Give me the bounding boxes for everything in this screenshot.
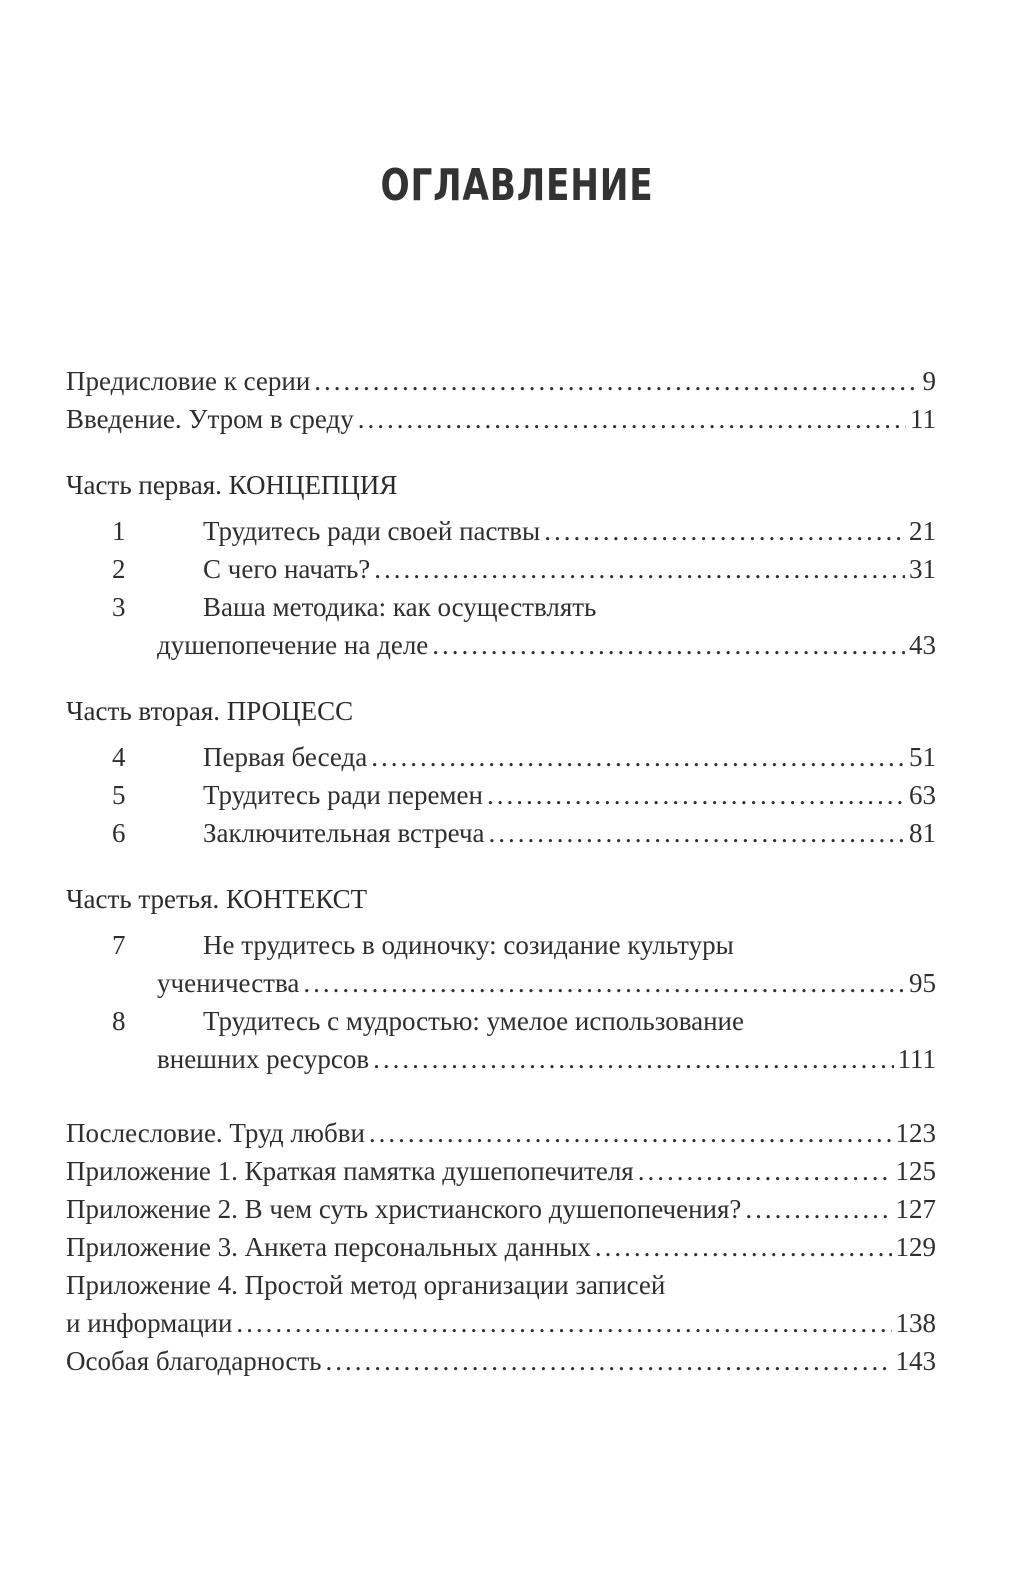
- toc-entry-page: 125: [895, 1156, 936, 1186]
- toc-entry[interactable]: [66, 1342, 936, 1380]
- toc-entry-page: 129: [895, 1232, 936, 1262]
- part-heading: Часть третья. КОНТЕКСТ: [66, 884, 368, 914]
- toc-entry-page: 9: [922, 366, 936, 396]
- chapter-entry[interactable]: [66, 588, 936, 626]
- part-heading: Часть вторая. ПРОЦЕСС: [66, 696, 354, 726]
- dot-leader: [314, 362, 918, 400]
- chapter-title: Ваша методика: как осуществлять: [203, 592, 597, 622]
- chapter-title: С чего начать?: [203, 554, 371, 584]
- toc-entry[interactable]: [66, 400, 936, 438]
- chapter-number: 6: [112, 818, 126, 848]
- dot-leader: [374, 550, 905, 588]
- chapter-title: Первая беседа: [203, 742, 368, 772]
- dot-leader: [544, 512, 905, 550]
- chapter-entry[interactable]: [66, 1002, 936, 1040]
- chapter-page: 31: [909, 554, 936, 584]
- dot-leader: [303, 964, 905, 1002]
- toc-entry-text: Приложение 3. Анкета персональных данных: [66, 1232, 591, 1262]
- chapter-entry-continued[interactable]: [66, 626, 936, 664]
- chapter-number: 2: [112, 554, 126, 584]
- toc-entry-continued[interactable]: [66, 1304, 936, 1342]
- chapter-number: 8: [112, 1006, 126, 1036]
- dot-leader: [325, 1342, 891, 1380]
- toc-entry-page: 138: [895, 1308, 936, 1338]
- dot-leader: [487, 776, 905, 814]
- dot-leader: [236, 1304, 891, 1342]
- toc-entry[interactable]: [66, 1190, 936, 1228]
- chapter-page: 51: [909, 742, 936, 772]
- toc-entry-text: Приложение 4. Простой метод организации записей: [66, 1270, 666, 1300]
- toc-entry-page: 127: [895, 1194, 936, 1224]
- chapter-entry[interactable]: [66, 776, 936, 814]
- toc-entry[interactable]: [66, 1266, 936, 1304]
- chapter-title-continued: ученичества: [157, 968, 300, 998]
- dot-leader: [638, 1152, 892, 1190]
- chapter-entry[interactable]: [66, 512, 936, 550]
- chapter-title: Трудитесь ради перемен: [203, 780, 483, 810]
- toc-entry[interactable]: [66, 1114, 936, 1152]
- chapter-number: 5: [112, 780, 126, 810]
- chapter-entry[interactable]: [66, 550, 936, 588]
- chapter-entry-continued[interactable]: [66, 964, 936, 1002]
- chapter-page: 81: [909, 818, 936, 848]
- chapter-page: 63: [909, 780, 936, 810]
- toc-entry-text: Послесловие. Труд любви: [66, 1118, 365, 1148]
- chapter-title: Заключительная встреча: [203, 818, 485, 848]
- chapter-entry-continued[interactable]: [66, 1040, 936, 1078]
- chapter-number: 4: [112, 742, 126, 772]
- chapter-number: 1: [112, 516, 126, 546]
- chapter-title: Трудитесь с мудростью: умелое использование: [203, 1006, 744, 1036]
- toc-entry-text: Приложение 2. В чем суть христианского душепопечения?: [66, 1194, 742, 1224]
- dot-leader: [595, 1228, 892, 1266]
- toc-entry-page: 123: [895, 1118, 936, 1148]
- chapter-number: 7: [112, 930, 126, 960]
- chapter-title-continued: внешних ресурсов: [157, 1044, 370, 1074]
- toc-entry[interactable]: [66, 1228, 936, 1266]
- chapter-entry[interactable]: [66, 738, 936, 776]
- chapter-title-continued: душепопечение на деле: [157, 630, 429, 660]
- chapter-page: 111: [897, 1044, 936, 1074]
- dot-leader: [371, 738, 905, 776]
- chapter-page: 21: [909, 516, 936, 546]
- chapter-page: 95: [909, 968, 936, 998]
- dot-leader: [373, 1040, 893, 1078]
- dot-leader: [489, 814, 905, 852]
- chapter-title: Трудитесь ради своей паствы: [203, 516, 541, 546]
- chapter-page: 43: [909, 630, 936, 660]
- toc-entry-text: Приложение 1. Краткая памятка душепопечителя: [66, 1156, 634, 1186]
- dot-leader: [358, 400, 906, 438]
- toc-entry-text: Введение. Утром в среду: [66, 404, 354, 434]
- table-of-contents: [66, 362, 936, 1380]
- page-title: ОГЛАВЛЕНИЕ: [380, 160, 654, 211]
- toc-entry-page: 11: [910, 404, 936, 434]
- chapter-title: Не трудитесь в одиночку: созидание культуры: [203, 930, 734, 960]
- toc-entry-text: Особая благодарность: [66, 1346, 322, 1376]
- toc-entry-text: Предисловие к серии: [66, 366, 311, 396]
- toc-entry-page: 143: [895, 1346, 936, 1376]
- section-gap: [66, 1106, 936, 1114]
- dot-leader: [369, 1114, 892, 1152]
- toc-entry[interactable]: [66, 1152, 936, 1190]
- chapter-entry[interactable]: [66, 814, 936, 852]
- chapter-number: 3: [112, 592, 126, 622]
- section-gap: [66, 1078, 936, 1106]
- dot-leader: [432, 626, 905, 664]
- dot-leader: [745, 1190, 891, 1228]
- toc-entry[interactable]: [66, 362, 936, 400]
- part-heading: Часть первая. КОНЦЕПЦИЯ: [66, 470, 398, 500]
- chapter-entry[interactable]: [66, 926, 936, 964]
- toc-entry-text-continued: и информации: [66, 1308, 233, 1338]
